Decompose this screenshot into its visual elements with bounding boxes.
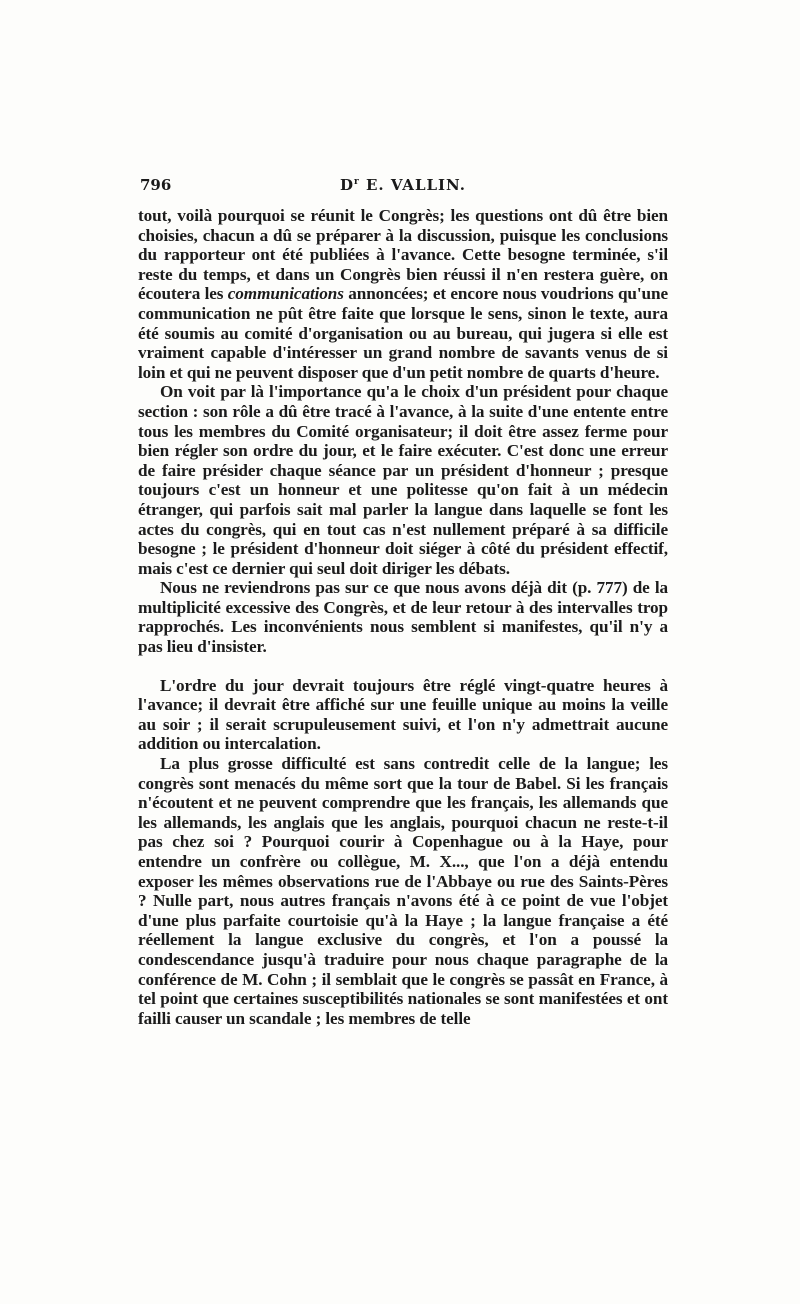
page-header [140,176,666,200]
running-head-superscript: r [353,177,360,187]
running-head-prefix: D [339,176,354,194]
paragraph-text: annoncées; et encore nous voudrions qu'une communication ne pût être faite que lorsque le sens, sinon le texte, aura été soumis au comité d'organisation ou au bureau, qui jugera si elle est vraiment capable d'intéresser un grand nombre de savants venus de si loin et qui ne peuvent disposer que d'un petit nombre de quarts d'heure. [138,284,668,382]
running-head [140,176,666,194]
body-text [138,206,668,1028]
paragraph: La plus grosse difficulté est sans contredit celle de la langue; les congrès sont menacés du même sort que la tour de Babel. Si les français n'écoutent et ne peuvent comprendre que les français, les allemands que les allemands, les anglais que les anglais, pourquoi chacun ne reste-t-il pas chez soi ? Pourquoi courir à Copenhague ou à la Haye, pour entendre un confrère ou collègue, M. X..., que l'on a déjà entendu exposer les mêmes observations rue de l'Abbaye ou rue des Saints-Pères ? Nulle part, nous autres français n'avons été à ce point de vue l'objet d'une plus parfaite courtoisie qu'à la Haye ; la langue française a été réellement la langue exclusive du congrès, et l'on a poussé la condescendance jusqu'à traduire pour nous chaque paragraphe de la conférence de M. Cohn ; il semblait que le congrès se passât en France, à tel point que certaines susceptibilités nationales se sont manifestées et ont failli causer un scandale ; les membres de telle [138,754,668,1028]
paragraph [138,206,668,382]
paragraph: L'ordre du jour devrait toujours être réglé vingt-quatre heures à l'avance; il devrait être affiché sur une feuille unique au moins la veille au soir ; il serait scrupuleusement suivi, et l'on n'y admettrait aucune addition ou intercalation. [138,675,668,754]
page-number: 796 [140,176,172,194]
paragraph: Nous ne reviendrons pas sur ce que nous avons déjà dit (p. 777) de la multiplicité excessive des Congrès, et de leur retour à des intervalles trop rapprochés. Les inconvénients nous semblent si manifestes, qu'il n'y a pas lieu d'insister. [138,578,668,657]
running-head-name: E. VALLIN. [359,176,467,194]
paragraph: On voit par là l'importance qu'a le choix d'un président pour chaque section : son rôle a dû être tracé à l'avance, à la suite d'une entente entre tous les membres du Comité organisateur; il doit être assez ferme pour bien régler son ordre du jour, et le faire exécuter. C'est donc une erreur de faire présider chaque séance par un président d'honneur ; presque toujours c'est un honneur et une politesse qu'on fait à un médecin étranger, qui parfois sait mal parler la langue dans laquelle se font les actes du congrès, qui en tout cas n'est nullement préparé à sa difficile besogne ; le président d'honneur doit siéger à côté du président effectif, mais c'est ce dernier qui seul doit diriger les débats. [138,382,668,578]
emphasis-text: communications [227,284,344,304]
paragraph-text: tout, voilà pourquoi se réunit le Congrès; les questions ont dû être bien choisies, chacun a dû se préparer à la discussion, puisque les conclusions du rapporteur ont été publiées à l'avance. Cette besogne terminée, s'il reste du temps, et dans un Congrès bien réussi il n'en restera guère, on écoutera les [138,206,668,304]
